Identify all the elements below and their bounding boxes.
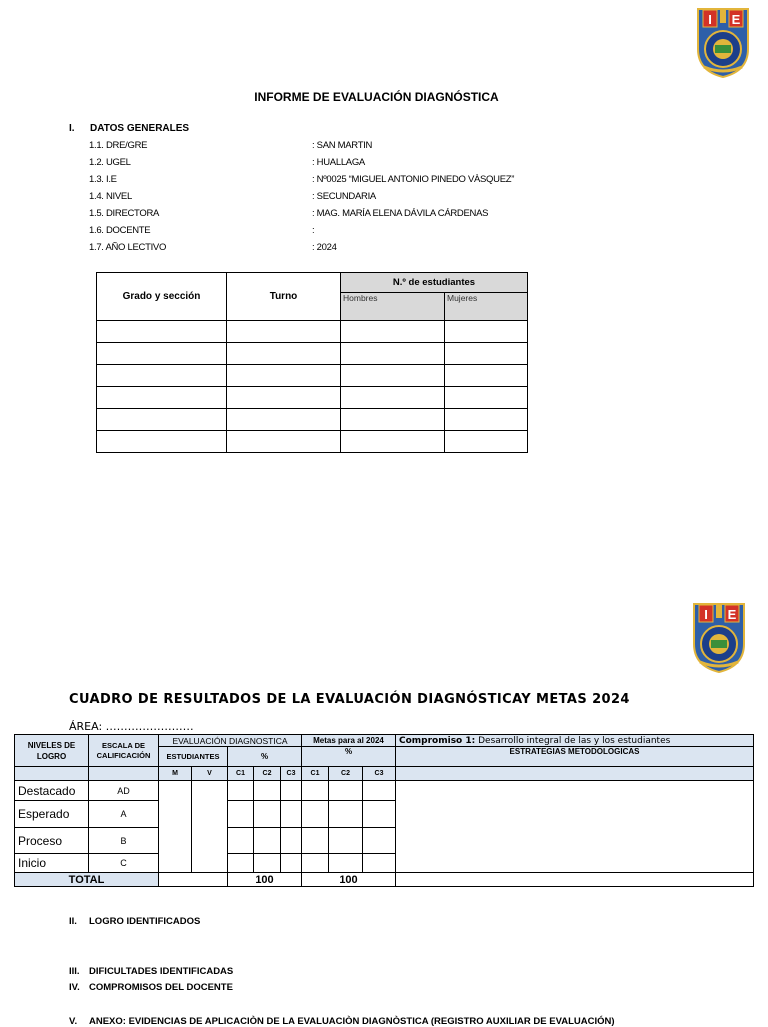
m-cell[interactable]: [159, 781, 192, 873]
c1-cell[interactable]: [228, 781, 254, 801]
c2-cell[interactable]: [254, 828, 281, 854]
c1-cell[interactable]: [228, 801, 254, 828]
logo-letter-e: E: [731, 12, 741, 27]
c3-cell[interactable]: [281, 854, 302, 873]
shift-cell[interactable]: [227, 343, 341, 365]
table-row: [15, 781, 754, 801]
general-value-anio: : 2024: [312, 242, 337, 253]
table-row: [97, 343, 528, 365]
grade-cell[interactable]: [97, 431, 227, 453]
section-number: IV.: [69, 982, 80, 993]
men-cell[interactable]: [341, 343, 445, 365]
shift-cell[interactable]: [227, 321, 341, 343]
c3-cell[interactable]: [281, 828, 302, 854]
grade-cell[interactable]: [97, 409, 227, 431]
total-pct: 100: [228, 873, 302, 887]
logo-letter-i: I: [708, 12, 712, 27]
general-label-ie: 1.3. I.E: [89, 174, 117, 185]
estrategias-header: ESTRATEGIAS METODOLOGICAS: [396, 747, 754, 767]
compromiso-text: Desarrollo integral de las y los estudiantes: [475, 735, 671, 746]
men-cell[interactable]: [341, 431, 445, 453]
goal-c1-cell[interactable]: [302, 801, 329, 828]
col-women-header: Mujeres: [445, 293, 528, 321]
pct-header: %: [228, 747, 302, 767]
general-label-anio: 1.7. AÑO LECTIVO: [89, 242, 167, 253]
section-heading: DATOS GENERALES: [90, 123, 190, 134]
shift-cell[interactable]: [227, 365, 341, 387]
grade-cell[interactable]: [97, 343, 227, 365]
table-row: [97, 387, 528, 409]
section-heading: COMPROMISOS DEL DOCENTE: [89, 982, 233, 993]
table-row: [97, 321, 528, 343]
compromiso-label: Compromiso 1:: [399, 735, 476, 746]
section-anexo: [69, 1016, 615, 1027]
col-grade-header: Grado y sección: [97, 273, 227, 321]
escala-header: ESCALA DE CALIFICACIÓN: [89, 735, 159, 767]
general-value-ugel: : HUALLAGA: [312, 157, 365, 168]
level-name: Proceso: [15, 828, 89, 854]
men-cell[interactable]: [341, 321, 445, 343]
men-cell[interactable]: [341, 409, 445, 431]
school-logo: [694, 5, 752, 79]
general-label-docente: 1.6. DOCENTE: [89, 225, 151, 236]
goal-c1-header: C1: [302, 767, 329, 781]
shift-cell[interactable]: [227, 387, 341, 409]
level-scale: B: [89, 828, 159, 854]
c2-header: C2: [254, 767, 281, 781]
v-header: V: [192, 767, 228, 781]
c1-cell[interactable]: [228, 828, 254, 854]
section-compromisos: [69, 982, 233, 993]
section-heading: ANEXO: EVIDENCIAS DE APLICACIÒN DE LA EVALUACIÒN DIAGNÒSTICA (REGISTRO AUXILIAR DE EVALUACIÓN): [89, 1016, 615, 1027]
section-heading: LOGRO IDENTIFICADOS: [89, 916, 201, 927]
students-table: [96, 272, 528, 453]
c1-cell[interactable]: [228, 854, 254, 873]
section-number: I.: [69, 123, 75, 134]
women-cell[interactable]: [445, 321, 528, 343]
table-row: [97, 431, 528, 453]
general-label-dre: 1.1. DRE/GRE: [89, 140, 148, 151]
results-table: [14, 734, 754, 887]
general-value-docente: :: [312, 225, 315, 236]
c2-cell[interactable]: [254, 781, 281, 801]
niveles-header: NIVELES DE LOGRO: [15, 735, 89, 767]
goal-c3-cell[interactable]: [363, 854, 396, 873]
level-scale: A: [89, 801, 159, 828]
col-shift-header: Turno: [227, 273, 341, 321]
grade-cell[interactable]: [97, 365, 227, 387]
table-row: [97, 365, 528, 387]
level-scale: C: [89, 854, 159, 873]
col-men-header: Hombres: [341, 293, 445, 321]
c3-header: C3: [281, 767, 302, 781]
shift-cell[interactable]: [227, 409, 341, 431]
section-logros: [69, 916, 200, 927]
section-dificultades: [69, 966, 233, 977]
general-label-nivel: 1.4. NIVEL: [89, 191, 132, 202]
general-label-ugel: 1.2. UGEL: [89, 157, 131, 168]
c1-header: C1: [228, 767, 254, 781]
goal-c2-cell[interactable]: [329, 801, 363, 828]
goal-c1-cell[interactable]: [302, 781, 329, 801]
section-number: II.: [69, 916, 77, 927]
general-value-directora: : MAG. MARÍA ELENA DÁVILA CÁRDENAS: [312, 208, 489, 219]
women-cell[interactable]: [445, 365, 528, 387]
section-number: V.: [69, 1016, 78, 1027]
goal-c2-cell[interactable]: [329, 781, 363, 801]
total-label: TOTAL: [15, 873, 159, 887]
estrategias-cell[interactable]: [396, 781, 754, 873]
compromiso-header: [396, 735, 754, 747]
women-cell[interactable]: [445, 431, 528, 453]
table-row: [97, 409, 528, 431]
area-field[interactable]: ÁREA: ……………………: [69, 720, 194, 733]
goal-c2-header: C2: [329, 767, 363, 781]
col-count-header: N.º de estudiantes: [341, 273, 528, 293]
level-scale: AD: [89, 781, 159, 801]
men-cell[interactable]: [341, 387, 445, 409]
goal-c3-cell[interactable]: [363, 828, 396, 854]
evaluacion-header: EVALUACIÓN DIAGNOSTICA: [159, 735, 302, 747]
goal-c1-cell[interactable]: [302, 828, 329, 854]
c3-cell[interactable]: [281, 801, 302, 828]
school-logo: [690, 600, 748, 674]
v-cell[interactable]: [192, 781, 228, 873]
women-cell[interactable]: [445, 387, 528, 409]
grade-cell[interactable]: [97, 321, 227, 343]
m-header: M: [159, 767, 192, 781]
total-row: [15, 873, 754, 887]
women-cell[interactable]: [445, 343, 528, 365]
general-value-dre: : SAN MARTIN: [312, 140, 373, 151]
logo-letter-i: I: [704, 607, 708, 622]
general-label-directora: 1.5. DIRECTORA: [89, 208, 160, 219]
general-value-nivel: : SECUNDARIA: [312, 191, 376, 202]
goal-c2-cell[interactable]: [329, 828, 363, 854]
goal-c3-header: C3: [363, 767, 396, 781]
metas-header: Metas para al 2024: [302, 735, 396, 747]
c3-cell[interactable]: [281, 781, 302, 801]
shift-cell[interactable]: [227, 431, 341, 453]
section-heading: DIFICULTADES IDENTIFICADAS: [89, 966, 234, 977]
pct-goal-header: %: [302, 747, 396, 767]
total-goal: 100: [302, 873, 396, 887]
results-title: CUADRO DE RESULTADOS DE LA EVALUACIÓN DIAGNÓSTICAY METAS 2024: [69, 692, 630, 707]
goal-c1-cell[interactable]: [302, 854, 329, 873]
section-number: III.: [69, 966, 80, 977]
women-cell[interactable]: [445, 409, 528, 431]
goal-c3-cell[interactable]: [363, 801, 396, 828]
general-value-ie: : Nº0025 “MIGUEL ANTONIO PINEDO VÀSQUEZ”: [312, 174, 515, 185]
goal-c3-cell[interactable]: [363, 781, 396, 801]
grade-cell[interactable]: [97, 387, 227, 409]
c2-cell[interactable]: [254, 854, 281, 873]
c2-cell[interactable]: [254, 801, 281, 828]
level-name: Destacado: [15, 781, 89, 801]
logo-letter-e: E: [727, 607, 737, 622]
goal-c2-cell[interactable]: [329, 854, 363, 873]
level-name: Inicio: [15, 854, 89, 873]
report-title: INFORME DE EVALUACIÓN DIAGNÓSTICA: [254, 90, 499, 104]
estudiantes-header: ESTUDIANTES: [159, 747, 228, 767]
men-cell[interactable]: [341, 365, 445, 387]
level-name: Esperado: [15, 801, 89, 828]
